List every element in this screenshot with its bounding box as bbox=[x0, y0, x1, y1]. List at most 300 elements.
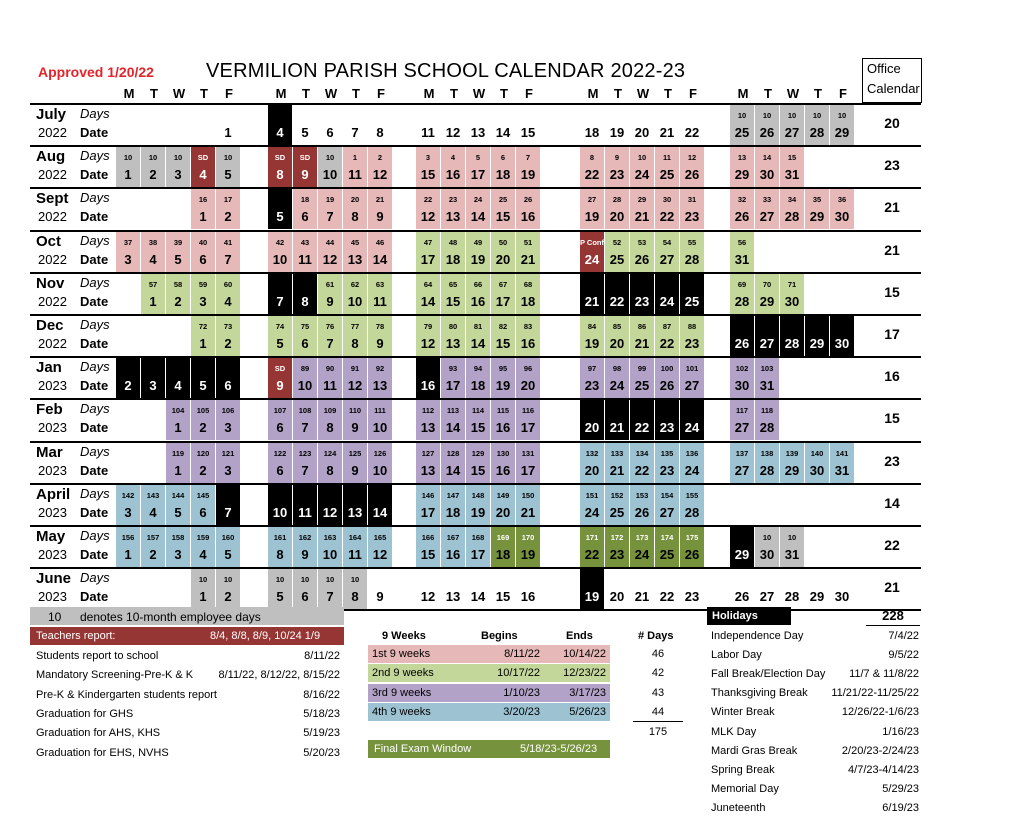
calendar-date: 24 bbox=[584, 251, 600, 267]
calendar-date: 2 bbox=[124, 378, 132, 394]
office-day-count: 22 bbox=[884, 537, 900, 553]
calendar-date: 9 bbox=[276, 378, 284, 394]
holiday-date: 4/7/23-4/14/23 bbox=[848, 763, 919, 776]
month-year: 2023 bbox=[38, 504, 67, 520]
calendar-date: 20 bbox=[609, 589, 625, 605]
school-day-number: 67 bbox=[498, 279, 508, 289]
calendar-date: 2 bbox=[199, 462, 207, 478]
calendar-date: 4 bbox=[224, 293, 232, 309]
calendar-date: 24 bbox=[634, 167, 650, 183]
calendar-date: 5 bbox=[276, 209, 284, 225]
calendar-date: 23 bbox=[659, 420, 675, 436]
holiday-name: Labor Day bbox=[711, 649, 762, 662]
school-day-number: 90 bbox=[325, 364, 335, 374]
calendar-date: 25 bbox=[634, 378, 650, 394]
quarter-begins: 8/11/22 bbox=[504, 648, 540, 660]
school-day-number: 10 bbox=[325, 575, 335, 585]
calendar-date: 10 bbox=[297, 378, 313, 394]
calendar-date: 7 bbox=[326, 209, 334, 225]
quarter-name: 1st 9 weeks bbox=[372, 648, 431, 660]
quarter-days: 46 bbox=[651, 648, 665, 660]
calendar-date: 11 bbox=[298, 251, 312, 267]
weekday-header: T bbox=[352, 86, 360, 101]
calendar-date: 29 bbox=[734, 547, 750, 562]
school-day-number: 76 bbox=[325, 322, 335, 331]
calendar-date: 6 bbox=[276, 462, 284, 478]
school-day-number: 8 bbox=[589, 153, 595, 163]
calendar-date: 9 bbox=[376, 336, 384, 351]
school-day-number: 57 bbox=[148, 279, 158, 289]
school-day-number: 53 bbox=[637, 237, 647, 247]
calendar-date: 10 bbox=[272, 504, 288, 520]
school-day-number: 41 bbox=[223, 237, 233, 247]
calendar-date: 30 bbox=[809, 462, 825, 478]
month-name: April bbox=[36, 485, 71, 503]
calendar-date: 16 bbox=[420, 378, 436, 394]
weekday-header: W bbox=[636, 86, 650, 101]
school-day-number: 62 bbox=[350, 279, 360, 289]
school-day-number: 171 bbox=[585, 533, 599, 542]
school-day-number: 32 bbox=[737, 195, 747, 205]
school-day-number: 64 bbox=[423, 279, 433, 289]
calendar-date: 13 bbox=[445, 209, 461, 225]
calendar-date: 27 bbox=[659, 251, 675, 267]
holiday-date: 5/29/23 bbox=[882, 782, 919, 795]
calendar-date: 14 bbox=[372, 504, 388, 520]
calendar-date: 4 bbox=[149, 251, 157, 267]
calendar-date: 26 bbox=[659, 378, 675, 394]
school-day-number: 24 bbox=[473, 195, 483, 205]
calendar-date: 16 bbox=[520, 336, 536, 351]
days-label: Days bbox=[80, 528, 110, 543]
calendar-date: 8 bbox=[376, 125, 384, 140]
calendar-date: 12 bbox=[347, 378, 363, 394]
school-day-number: 124 bbox=[323, 448, 337, 458]
school-day-number: 43 bbox=[300, 237, 310, 247]
calendar-date: 7 bbox=[224, 504, 232, 520]
school-day-number: 95 bbox=[498, 364, 508, 374]
calendar-date: 2 bbox=[149, 547, 157, 562]
school-day-number: 16 bbox=[198, 195, 208, 205]
calendar-date: 26 bbox=[734, 589, 750, 605]
school-day-number: 6 bbox=[500, 153, 506, 163]
calendar-date: 12 bbox=[372, 547, 388, 562]
month-year: 2023 bbox=[38, 589, 67, 605]
weekday-header: T bbox=[302, 86, 310, 101]
school-day-number: 123 bbox=[298, 448, 312, 458]
calendar-date: 13 bbox=[445, 589, 461, 605]
calendar-date: 30 bbox=[834, 336, 850, 351]
school-day-number: 26 bbox=[523, 195, 533, 205]
quarter-header-begins: Begins bbox=[481, 630, 518, 642]
school-day-number: 106 bbox=[221, 406, 235, 416]
month-name: July bbox=[36, 106, 67, 123]
calendar-date: 2 bbox=[199, 420, 207, 436]
school-day-number: 10 bbox=[223, 575, 233, 585]
calendar-date: 28 bbox=[734, 293, 750, 309]
calendar-date: 15 bbox=[420, 547, 436, 562]
calendar-date: 31 bbox=[834, 462, 850, 478]
date-label: Date bbox=[80, 336, 109, 351]
calendar-date: 14 bbox=[420, 293, 436, 309]
school-day-number: 46 bbox=[375, 237, 385, 247]
calendar-date: 16 bbox=[520, 209, 536, 225]
calendar-date: 25 bbox=[609, 251, 625, 267]
calendar-date: 10 bbox=[347, 293, 363, 309]
calendar-date: 30 bbox=[834, 209, 850, 225]
calendar-date: 4 bbox=[276, 125, 284, 140]
school-day-number: 162 bbox=[298, 533, 312, 542]
weekday-header: W bbox=[172, 86, 186, 101]
school-day-number: 72 bbox=[198, 322, 208, 331]
calendar-date: 18 bbox=[520, 293, 536, 309]
school-day-number: 96 bbox=[523, 364, 533, 374]
calendar-date: 5 bbox=[174, 504, 182, 520]
calendar-date: 14 bbox=[470, 589, 486, 605]
month-name: Oct bbox=[36, 232, 62, 250]
holiday-name: Independence Day bbox=[711, 630, 804, 642]
calendar-date: 19 bbox=[495, 378, 511, 394]
days-label: Days bbox=[80, 443, 110, 459]
date-label: Date bbox=[80, 125, 109, 140]
holiday-date: 11/7 & 11/8/22 bbox=[849, 668, 919, 681]
school-day-number: 141 bbox=[835, 448, 849, 458]
calendar-date: 22 bbox=[684, 125, 700, 140]
calendar-date: 16 bbox=[495, 420, 511, 436]
holiday-name: Memorial Day bbox=[711, 782, 779, 795]
event-date: 5/18/23 bbox=[303, 707, 340, 720]
school-day-number: 110 bbox=[348, 406, 362, 416]
school-day-number: 10 bbox=[812, 111, 822, 120]
school-day-number: 35 bbox=[812, 195, 822, 205]
school-day-number: 132 bbox=[585, 448, 599, 458]
calendar-date: 27 bbox=[784, 125, 800, 140]
calendar-date: 12 bbox=[445, 125, 461, 140]
school-day-number: 75 bbox=[300, 322, 310, 331]
calendar-date: 8 bbox=[351, 336, 359, 351]
school-day-number: 38 bbox=[148, 237, 158, 247]
weekday-header: T bbox=[764, 86, 772, 101]
calendar-date: 30 bbox=[759, 167, 775, 183]
calendar-date: 7 bbox=[276, 293, 284, 309]
school-day-number: 10 bbox=[275, 575, 285, 585]
approved-note: Approved 1/20/22 bbox=[38, 64, 154, 80]
calendar-date: 21 bbox=[634, 336, 650, 351]
calendar-date: 23 bbox=[659, 462, 675, 478]
school-day-number: 12 bbox=[687, 153, 697, 163]
school-day-number: 150 bbox=[521, 490, 535, 500]
month-divider bbox=[30, 567, 921, 569]
quarter-name: 4th 9 weeks bbox=[372, 705, 431, 718]
calendar-date: 19 bbox=[584, 589, 600, 605]
calendar-date: 12 bbox=[372, 167, 388, 183]
school-day-number: 130 bbox=[496, 448, 510, 458]
calendar-date: 13 bbox=[420, 462, 436, 478]
calendar-date: 16 bbox=[445, 167, 461, 183]
school-day-number: 13 bbox=[737, 153, 747, 163]
calendar-date: 1 bbox=[124, 167, 132, 183]
calendar-date: 27 bbox=[759, 589, 775, 605]
school-day-number: 1 bbox=[352, 153, 358, 163]
calendar-date: 13 bbox=[347, 251, 363, 267]
quarter-ends: 12/23/22 bbox=[563, 667, 606, 680]
school-day-number: 7 bbox=[525, 153, 531, 163]
school-day-number: 30 bbox=[662, 195, 672, 205]
date-label: Date bbox=[80, 462, 109, 478]
calendar-date: 6 bbox=[301, 336, 309, 351]
calendar-date: 24 bbox=[684, 462, 700, 478]
school-day-number: 167 bbox=[446, 533, 460, 542]
school-day-number: 70 bbox=[762, 279, 772, 289]
calendar-date: 6 bbox=[301, 589, 309, 605]
school-day-number: 166 bbox=[421, 533, 435, 542]
school-day-number: 158 bbox=[171, 533, 185, 542]
total-days: 228 bbox=[882, 608, 904, 623]
weekday-header: M bbox=[423, 86, 435, 101]
school-day-number: 121 bbox=[221, 448, 235, 458]
month-name: Dec bbox=[36, 317, 64, 334]
calendar-date: 24 bbox=[609, 378, 625, 394]
calendar-date: 1 bbox=[124, 547, 132, 562]
calendar-date: 4 bbox=[199, 547, 207, 562]
school-day-number: 10 bbox=[737, 111, 747, 120]
calendar-date: 29 bbox=[809, 589, 825, 605]
calendar-date: 6 bbox=[199, 251, 207, 267]
calendar-date: 3 bbox=[224, 462, 232, 478]
calendar-date: 13 bbox=[347, 504, 363, 520]
school-day-number: 61 bbox=[325, 279, 335, 289]
event-date: 8/16/22 bbox=[303, 688, 340, 701]
holiday-name: MLK Day bbox=[711, 725, 757, 738]
school-day-number: 59 bbox=[198, 279, 208, 289]
calendar-date: 13 bbox=[470, 125, 486, 140]
weekday-header: F bbox=[225, 86, 233, 101]
school-day-number: 168 bbox=[471, 533, 485, 542]
calendar-date: 21 bbox=[659, 125, 675, 140]
calendar-date: 15 bbox=[420, 167, 436, 183]
school-day-number: 164 bbox=[348, 533, 362, 542]
calendar-date: 9 bbox=[351, 420, 359, 436]
school-day-number: 152 bbox=[610, 490, 624, 500]
calendar-date: 21 bbox=[520, 504, 536, 520]
school-day-number: 135 bbox=[660, 448, 674, 458]
holiday-date: 12/26/22-1/6/23 bbox=[841, 706, 919, 719]
school-day-number: 80 bbox=[448, 322, 458, 331]
calendar-date: 19 bbox=[584, 336, 600, 351]
calendar-date: 22 bbox=[634, 462, 650, 478]
school-day-number: 87 bbox=[662, 322, 672, 331]
calendar-date: 8 bbox=[351, 209, 359, 225]
calendar-date: 1 bbox=[199, 336, 207, 351]
calendar-date: 16 bbox=[445, 547, 461, 562]
school-day-number: 73 bbox=[223, 322, 233, 331]
calendar-date: 28 bbox=[759, 462, 775, 478]
calendar-date: 20 bbox=[609, 209, 625, 225]
holiday-date: 6/19/23 bbox=[882, 801, 919, 814]
school-day-number: 49 bbox=[473, 237, 483, 247]
calendar-date: 31 bbox=[734, 251, 750, 267]
weekday-header: T bbox=[500, 86, 508, 101]
school-day-number: 98 bbox=[612, 364, 622, 374]
calendar-date: 1 bbox=[199, 589, 207, 605]
quarter-total: 175 bbox=[648, 726, 668, 738]
calendar-date: 11 bbox=[348, 167, 362, 183]
calendar-date: 5 bbox=[174, 251, 182, 267]
calendar-date: 14 bbox=[470, 336, 486, 351]
calendar-date: 15 bbox=[495, 336, 511, 351]
weekday-header: T bbox=[814, 86, 822, 101]
calendar-date: 3 bbox=[149, 378, 157, 394]
school-day-number: 68 bbox=[523, 279, 533, 289]
calendar-date: 16 bbox=[495, 462, 511, 478]
quarter-ends: 10/14/22 bbox=[563, 648, 606, 660]
total-days-rule bbox=[866, 625, 920, 626]
school-day-number: 138 bbox=[760, 448, 774, 458]
school-day-number: 20 bbox=[350, 195, 360, 205]
calendar-date: 12 bbox=[322, 504, 338, 520]
quarter-begins: 3/20/23 bbox=[503, 705, 540, 718]
school-day-number: 10 bbox=[787, 533, 797, 542]
quarter-begins: 10/17/22 bbox=[497, 667, 540, 680]
calendar-date: 11 bbox=[298, 504, 312, 520]
school-day-number: 52 bbox=[612, 237, 622, 247]
school-day-number: 10 bbox=[787, 111, 797, 120]
calendar-date: 1 bbox=[174, 462, 182, 478]
calendar-date: 7 bbox=[351, 125, 359, 140]
calendar-date: 18 bbox=[470, 378, 486, 394]
month-year: 2022 bbox=[38, 209, 67, 225]
special-day-marker: SD bbox=[197, 153, 209, 163]
calendar-date: 3 bbox=[124, 251, 132, 267]
school-day-number: 156 bbox=[121, 533, 135, 542]
calendar-date: 11 bbox=[348, 547, 362, 562]
calendar-date: 1 bbox=[149, 293, 157, 309]
school-day-number: 146 bbox=[421, 490, 435, 500]
school-day-number: 173 bbox=[635, 533, 649, 542]
calendar-date: 29 bbox=[784, 462, 800, 478]
calendar-date: 17 bbox=[470, 547, 486, 562]
school-day-number: 85 bbox=[612, 322, 622, 331]
calendar-date: 31 bbox=[759, 378, 775, 394]
calendar-date: 17 bbox=[470, 167, 486, 183]
school-day-number: 10 bbox=[350, 575, 360, 585]
school-day-number: 19 bbox=[325, 195, 335, 205]
calendar-date: 23 bbox=[634, 293, 650, 309]
calendar-date: 12 bbox=[322, 251, 338, 267]
school-day-number: 36 bbox=[837, 195, 847, 205]
holiday-date: 7/4/22 bbox=[888, 630, 919, 642]
calendar-date: 12 bbox=[420, 589, 436, 605]
calendar-date: 15 bbox=[520, 125, 536, 140]
school-day-number: 160 bbox=[221, 533, 235, 542]
calendar-date: 24 bbox=[584, 504, 600, 520]
school-day-number: 94 bbox=[473, 364, 483, 374]
calendar-date: 20 bbox=[634, 125, 650, 140]
special-day-marker: P Conf bbox=[579, 237, 605, 247]
holiday-date: 2/20/23-2/24/23 bbox=[841, 744, 919, 757]
calendar-date: 19 bbox=[584, 209, 600, 225]
date-label: Date bbox=[80, 504, 109, 520]
school-day-number: 25 bbox=[498, 195, 508, 205]
month-year: 2022 bbox=[38, 293, 67, 309]
calendar-date: 5 bbox=[301, 125, 309, 140]
school-day-number: 34 bbox=[787, 195, 797, 205]
school-day-number: 45 bbox=[350, 237, 360, 247]
school-day-number: 155 bbox=[685, 490, 699, 500]
school-day-number: 108 bbox=[298, 406, 312, 416]
calendar-date: 10 bbox=[322, 547, 338, 562]
school-day-number: 93 bbox=[448, 364, 458, 374]
calendar-date: 23 bbox=[609, 547, 625, 562]
calendar-date: 20 bbox=[495, 504, 511, 520]
school-day-number: 14 bbox=[762, 153, 772, 163]
calendar-date: 24 bbox=[634, 547, 650, 562]
days-label: Days bbox=[80, 359, 110, 375]
calendar-date: 29 bbox=[809, 336, 825, 351]
school-day-number: 11 bbox=[663, 153, 671, 163]
school-day-number: 109 bbox=[323, 406, 337, 416]
calendar-date: 10 bbox=[322, 167, 338, 183]
calendar-date: 9 bbox=[376, 589, 384, 605]
holiday-name: Mardi Gras Break bbox=[711, 744, 798, 757]
office-label: Office bbox=[867, 61, 901, 76]
calendar-date: 18 bbox=[445, 251, 461, 267]
school-day-number: 122 bbox=[273, 448, 287, 458]
school-day-number: 71 bbox=[787, 279, 797, 289]
office-day-count: 16 bbox=[884, 368, 900, 385]
calendar-date: 9 bbox=[326, 293, 334, 309]
school-day-number: 139 bbox=[785, 448, 799, 458]
weekday-header: W bbox=[324, 86, 338, 101]
weekday-header: M bbox=[587, 86, 599, 101]
quarter-ends: 3/17/23 bbox=[569, 686, 606, 699]
school-day-number: 161 bbox=[273, 533, 287, 542]
school-day-number: 74 bbox=[275, 322, 285, 331]
quarter-header-ends: Ends bbox=[566, 630, 593, 642]
calendar-date: 2 bbox=[224, 589, 232, 605]
event-date: 5/20/23 bbox=[303, 746, 340, 759]
school-day-number: 169 bbox=[496, 533, 510, 542]
calendar-date: 19 bbox=[470, 504, 486, 520]
calendar-date: 30 bbox=[784, 293, 800, 309]
date-label: Date bbox=[80, 420, 109, 436]
calendar-date: 9 bbox=[376, 209, 384, 225]
calendar-date: 26 bbox=[684, 547, 700, 562]
calendar-date: 30 bbox=[834, 589, 850, 605]
calendar-date: 18 bbox=[584, 125, 600, 140]
school-day-number: 145 bbox=[196, 490, 210, 500]
school-day-number: 69 bbox=[737, 279, 747, 289]
school-day-number: 151 bbox=[585, 490, 599, 500]
office-day-count: 21 bbox=[884, 241, 900, 258]
calendar-date: 16 bbox=[520, 589, 536, 605]
school-day-number: 105 bbox=[196, 406, 210, 416]
school-day-number: 48 bbox=[448, 237, 458, 247]
calendar-date: 14 bbox=[470, 209, 486, 225]
quarter-name: 3rd 9 weeks bbox=[372, 686, 432, 699]
event-label: Graduation for EHS, NVHS bbox=[36, 746, 169, 759]
school-day-number: 22 bbox=[423, 195, 433, 205]
school-day-number: 116 bbox=[521, 406, 535, 416]
quarter-days: 42 bbox=[651, 667, 665, 680]
calendar-date: 23 bbox=[684, 209, 700, 225]
school-day-number: 10 bbox=[148, 153, 158, 163]
school-day-number: 10 bbox=[173, 153, 183, 163]
days-label: Days bbox=[80, 106, 110, 121]
school-day-number: 58 bbox=[173, 279, 183, 289]
quarter-name: 2nd 9 weeks bbox=[372, 667, 434, 680]
school-day-number: 131 bbox=[521, 448, 535, 458]
